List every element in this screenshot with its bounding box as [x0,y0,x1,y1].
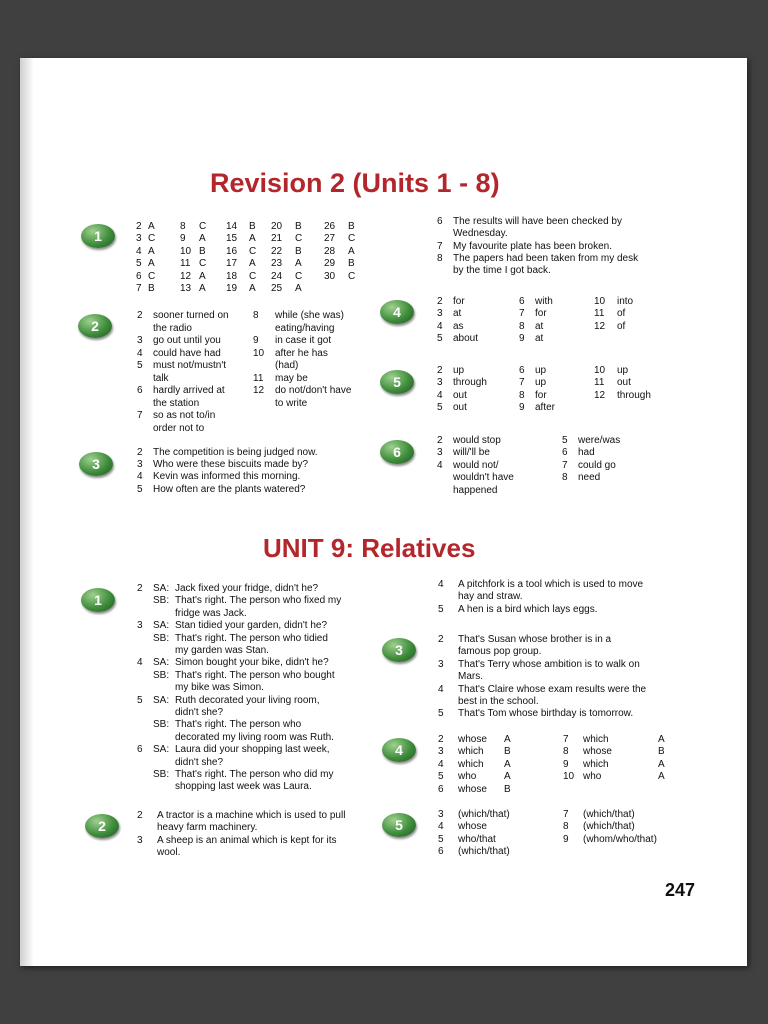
rev-ex1-cell: A [249,233,256,245]
rev-ex1-cell: 15 [226,233,238,245]
u9-ex4-cell: A [658,758,665,770]
rev-ex4-cell: 11 [594,308,605,320]
rev-ex2b-cell: My favourite plate has been broken. [453,240,612,252]
rev-ex1-cell: 27 [324,233,336,245]
rev-ex4-cell: for [453,296,465,307]
rev-ex2-cell: talk [153,372,169,384]
rev-ex6-cell: could go [578,459,616,471]
u9-ex1-cell: SA: [153,657,170,669]
rev-ex4-cell: at [453,308,462,320]
u9-ex3-cell: 4 [438,683,444,695]
exercise-badge-3: 3 [79,452,113,476]
rev-ex3-cell: How often are the plants watered? [153,483,306,495]
rev-ex1-cell: C [249,245,257,257]
u9-ex4-cell: which [458,758,484,770]
u9-ex1-cell: didn't she? [175,756,224,768]
rev-ex1-cell: 12 [180,270,192,282]
rev-ex2-cell: in case it got [275,335,332,346]
u9-ex2b-cell: A pitchfork is a tool which is used to move [458,579,644,590]
rev-ex2-cell: 6 [137,385,143,396]
exercise-badge-2: 2 [78,314,112,338]
rev-ex4-cell: 5 [437,333,443,345]
rev-ex1-cell: A [295,283,302,294]
u9-ex4-cell: whose [458,734,487,745]
rev-ex1-cell: 3 [136,233,142,245]
rev-ex1-cell: 23 [271,258,283,270]
rev-ex1-cell: 28 [324,245,336,257]
rev-ex2-cell: 5 [137,360,143,371]
u9-ex1-cell: my garden was Stan. [175,645,269,656]
unit9-badge-4: 4 [382,738,416,762]
rev-ex1-cell: B [148,283,155,294]
rev-ex4-cell: at [535,333,544,345]
rev-ex2-cell: while (she was) [275,310,344,321]
u9-ex2b-cell: A hen is a bird which lays eggs. [458,603,598,615]
u9-ex5-cell: (which/that) [458,846,510,858]
u9-ex4-cell: 4 [438,758,444,770]
u9-ex5-cell: (which/that) [583,821,635,833]
rev-ex1-cell: 19 [226,283,238,294]
u9-ex1-cell: 5 [137,694,143,706]
u9-ex1-cell: didn't she? [175,707,224,718]
rev-ex5-cell: through [453,377,487,389]
u9-ex2-cell: heavy farm machinery. [157,822,258,834]
rev-ex6-cell: will/'ll be [453,447,490,459]
unit9-badge-5: 5 [382,813,416,837]
rev-ex1-cell: C [148,233,156,245]
u9-ex2-cell: 2 [137,810,143,821]
rev-ex2-cell: must not/mustn't [153,360,227,371]
rev-ex1-cell: 8 [180,221,186,232]
u9-ex2b-cell: hay and straw. [458,591,523,603]
u9-ex2-cell: 3 [137,834,143,846]
rev-ex4-cell: 4 [437,320,443,332]
u9-ex5-cell: 6 [438,846,444,858]
textbook-page [20,58,747,966]
u9-ex1-cell: SA: [153,694,170,706]
rev-ex5-cell: out [453,402,467,414]
u9-ex4-cell: which [458,746,484,758]
u9-ex2-cell: A tractor is a machine which is used to pull [157,810,346,821]
rev-ex5-cell: through [617,389,651,401]
u9-ex3-cell: That's Tom whose birthday is tomorrow. [458,708,634,720]
u9-ex5-cell: whose [458,821,487,833]
rev-ex5-cell: after [535,402,556,414]
u9-ex5-cell: (which/that) [458,809,510,820]
u9-ex5-cell: (which/that) [583,809,635,820]
rev-ex3-cell: The competition is being judged now. [153,447,318,458]
rev-ex2-cell: the radio [153,322,192,334]
rev-ex2b-cell: The papers had been taken from my desk [453,252,639,264]
u9-ex4-cell: 8 [563,746,569,758]
u9-ex4-cell: whose [583,746,612,758]
rev-ex5-cell: 4 [437,389,443,401]
u9-ex1-cell: SB: [153,632,170,644]
rev-ex1-cell: 4 [136,245,142,257]
rev-ex3-cell: 3 [137,459,143,471]
rev-ex5-cell: 8 [519,389,525,401]
u9-ex1-cell: Simon bought your bike, didn't he? [175,657,329,669]
rev-ex5-cell: 9 [519,402,525,414]
rev-ex5-cell: up [535,365,547,376]
rev-ex2b-cell: 6 [437,216,443,227]
rev-ex1-cell: 2 [136,221,142,232]
rev-ex6-cell: 2 [437,435,443,446]
rev-ex1-cell: A [199,283,206,294]
rev-ex1-cell: B [199,245,206,257]
rev-ex2b-cell: 7 [437,240,443,252]
rev-ex1-cell: B [249,221,256,232]
u9-ex1-cell: my bike was Simon. [175,682,264,694]
rev-ex2-cell: eating/having [275,322,335,334]
rev-ex2-cell: 11 [253,372,264,384]
rev-ex1-cell: C [199,221,207,232]
rev-ex1-cell: 7 [136,283,142,294]
rev-ex4-cell: at [535,320,544,332]
rev-ex1-cell: C [295,233,303,245]
u9-ex1-cell: That's right. The person who did my [175,769,334,780]
rev-ex1-cell: 20 [271,221,283,232]
rev-ex1-cell: 14 [226,221,238,232]
rev-ex6-cell: 5 [562,435,568,446]
u9-ex1-cell: That's right. The person who bought [175,669,335,681]
rev-ex1-cell: 16 [226,245,238,257]
rev-ex5-cell: 6 [519,365,525,376]
u9-ex3-cell: That's Terry whose ambition is to walk on [458,658,640,670]
rev-ex3-cell: Kevin was informed this morning. [153,471,301,483]
rev-ex4-cell: 7 [519,308,525,320]
rev-ex6-cell: 3 [437,447,443,459]
rev-ex2-cell: 3 [137,335,143,346]
u9-ex4-cell: which [583,734,609,745]
rev-ex5-cell: up [617,365,629,376]
rev-ex1-cell: 11 [180,258,191,270]
rev-ex2-cell: 12 [253,385,265,396]
rev-ex4-cell: about [453,333,479,345]
rev-ex4-cell: with [535,296,553,307]
exercise-badge-5: 5 [380,370,414,394]
u9-ex1-cell: That's right. The person who tidied [175,632,328,644]
rev-ex1-cell: 9 [180,233,186,245]
rev-ex5-cell: 7 [519,377,525,389]
u9-ex1-cell: 4 [137,657,143,669]
u9-ex4-cell: who [583,771,602,783]
exercise-badge-1: 1 [81,224,115,248]
rev-ex2-cell: (had) [275,360,299,371]
u9-ex4-cell: 6 [438,783,444,795]
rev-ex1-cell: 6 [136,270,142,282]
u9-ex4-cell: 10 [563,771,575,783]
u9-ex3-cell: 2 [438,634,444,645]
u9-ex4-cell: 9 [563,758,569,770]
rev-ex1-cell: C [249,270,257,282]
exercise-badge-4: 4 [380,300,414,324]
rev-ex1-cell: 22 [271,245,283,257]
u9-ex1-cell: SB: [153,669,170,681]
u9-ex1-cell: SB: [153,719,170,731]
rev-ex4-cell: 2 [437,296,443,307]
rev-ex2b-cell: 8 [437,252,443,264]
rev-ex4-cell: 3 [437,308,443,320]
u9-ex1-cell: That's right. The person who [175,719,302,731]
u9-ex1-cell: That's right. The person who fixed my [175,595,342,607]
rev-ex2-cell: 4 [137,347,143,359]
rev-ex5-cell: up [453,365,465,376]
rev-ex4-cell: of [617,308,626,320]
rev-ex6-cell: were/was [578,435,621,446]
rev-ex6-cell: 7 [562,459,568,471]
rev-ex6-cell: 8 [562,472,568,484]
rev-ex1-cell: A [199,233,206,245]
u9-ex5-cell: 7 [563,809,569,820]
u9-ex4-cell: 7 [563,734,569,745]
u9-ex1-cell: 2 [137,583,143,594]
rev-ex1-cell: A [148,221,155,232]
rev-ex2-cell: could have had [153,347,221,359]
rev-ex1-cell: B [348,221,355,232]
rev-ex1-cell: C [148,270,156,282]
rev-ex4-cell: 6 [519,296,525,307]
rev-ex2-cell: to write [275,397,308,409]
rev-ex6-cell: 4 [437,459,443,471]
rev-ex2b-cell: by the time I got back. [453,265,551,277]
rev-ex5-cell: out [617,377,631,389]
rev-ex1-cell: B [295,221,302,232]
rev-ex6-cell: need [578,472,601,484]
u9-ex4-cell: A [658,771,665,783]
u9-ex1-cell: SA: [153,620,170,632]
u9-ex2b-cell: 4 [438,579,444,590]
rev-ex1-cell: A [199,270,206,282]
u9-ex1-cell: shopping last week was Laura. [175,781,312,793]
u9-ex1-cell: 3 [137,620,143,632]
rev-ex1-cell: C [295,270,303,282]
u9-ex3-cell: That's Susan whose brother is in a [458,634,612,645]
revision-title: Revision 2 (Units 1 - 8) [210,168,500,198]
unit9-badge-3: 3 [382,638,416,662]
u9-ex1-cell: SA: [153,744,170,756]
rev-ex2-cell: do not/don't have [275,385,352,396]
rev-ex1-cell: B [348,258,355,270]
rev-ex2b-cell: The results will have been checked by [453,216,622,227]
rev-ex3-cell: Who were these biscuits made by? [153,459,309,471]
rev-ex5-cell: 11 [594,377,605,389]
rev-ex6-cell: happened [453,484,498,496]
u9-ex3-cell: famous pop group. [458,646,542,658]
rev-ex1-cell: 24 [271,270,283,282]
rev-ex6-cell: would not/ [453,459,499,471]
u9-ex1-cell: Stan tidied your garden, didn't he? [175,620,328,632]
u9-ex5-cell: 4 [438,821,444,833]
rev-ex5-cell: 3 [437,377,443,389]
rev-ex4-cell: 9 [519,333,525,345]
unit9-badge-2: 2 [85,814,119,838]
rev-ex4-cell: into [617,296,634,307]
u9-ex1-cell: Laura did your shopping last week, [175,744,330,756]
u9-ex1-cell: decorated my living room was Ruth. [175,731,334,743]
u9-ex3-cell: Mars. [458,671,483,683]
rev-ex2-cell: the station [153,397,200,409]
rev-ex2-cell: sooner turned on [153,310,229,321]
rev-ex2b-cell: Wednesday. [453,228,508,240]
u9-ex4-cell: whose [458,783,487,795]
rev-ex3-cell: 2 [137,447,143,458]
rev-ex1-cell: A [295,258,302,270]
rev-ex1-cell: 21 [271,233,283,245]
rev-ex2-cell: hardly arrived at [153,385,225,396]
rev-ex3-cell: 5 [137,483,143,495]
rev-ex3-cell: 4 [137,471,143,483]
rev-ex5-cell: 10 [594,365,606,376]
rev-ex1-cell: 17 [226,258,238,270]
rev-ex2-cell: 10 [253,347,265,359]
rev-ex1-cell: C [199,258,207,270]
u9-ex5-cell: 9 [563,833,569,845]
u9-ex4-cell: 2 [438,734,444,745]
u9-ex1-cell: Ruth decorated your living room, [175,694,320,706]
u9-ex1-cell: SB: [153,595,170,607]
u9-ex3-cell: That's Claire whose exam results were the [458,683,647,695]
rev-ex1-cell: 13 [180,283,192,294]
u9-ex5-cell: 3 [438,809,444,820]
u9-ex2b-cell: 5 [438,603,444,615]
u9-ex1-cell: fridge was Jack. [175,607,247,619]
rev-ex2-cell: 8 [253,310,259,321]
rev-ex5-cell: for [535,389,547,401]
rev-ex1-cell: 26 [324,221,336,232]
rev-ex6-cell: would stop [453,435,501,446]
rev-ex1-cell: 29 [324,258,336,270]
rev-ex1-cell: 30 [324,270,336,282]
u9-ex4-cell: A [658,734,665,745]
u9-ex5-cell: 8 [563,821,569,833]
rev-ex1-cell: 5 [136,258,142,270]
u9-ex5-cell: who/that [458,833,496,845]
u9-ex1-cell: Jack fixed your fridge, didn't he? [175,583,319,594]
u9-ex5-cell: 5 [438,833,444,845]
u9-ex1-cell: 6 [137,744,143,756]
rev-ex4-cell: 8 [519,320,525,332]
rev-ex2-cell: 9 [253,335,259,346]
rev-ex1-cell: C [348,270,356,282]
rev-ex1-cell: A [348,245,355,257]
rev-ex1-cell: B [295,245,302,257]
u9-ex2-cell: A sheep is an animal which is kept for its [157,834,337,846]
rev-ex4-cell: for [535,308,547,320]
u9-ex3-cell: best in the school. [458,696,539,707]
rev-ex4-cell: 10 [594,296,606,307]
u9-ex2-cell: wool. [157,847,181,859]
rev-ex2-cell: so as not to/in [153,410,216,421]
rev-ex5-cell: 12 [594,389,606,401]
u9-ex1-cell: SA: [153,583,170,594]
u9-ex4-cell: 3 [438,746,444,758]
rev-ex2-cell: after he has [275,347,328,359]
u9-ex1-cell: SB: [153,769,170,780]
exercise-badge-6: 6 [380,440,414,464]
page-number: 247 [664,880,695,900]
u9-ex4-cell: A [504,758,511,770]
rev-ex4-cell: as [453,320,464,332]
u9-ex3-cell: 5 [438,708,444,720]
u9-ex5-cell: (whom/who/that) [583,833,657,845]
u9-ex4-cell: who [458,771,477,783]
unit9-badge-1: 1 [81,588,115,612]
rev-ex2-cell: 7 [137,410,143,421]
u9-ex4-cell: 5 [438,771,444,783]
rev-ex1-cell: A [249,283,256,294]
unit9-title: UNIT 9: Relatives [263,533,476,563]
u9-ex4-cell: A [504,771,511,783]
rev-ex1-cell: 18 [226,270,238,282]
u9-ex4-cell: A [504,734,511,745]
rev-ex2-cell: 2 [137,310,143,321]
rev-ex6-cell: 6 [562,447,568,459]
u9-ex4-cell: B [504,783,511,795]
u9-ex4-cell: B [658,746,665,758]
rev-ex2-cell: go out until you [153,335,221,346]
rev-ex5-cell: 2 [437,365,443,376]
rev-ex1-cell: C [348,233,356,245]
rev-ex6-cell: had [578,447,595,459]
rev-ex1-cell: A [249,258,256,270]
rev-ex2-cell: may be [275,372,308,384]
rev-ex2-cell: order not to [153,422,205,434]
rev-ex1-cell: A [148,258,155,270]
rev-ex5-cell: 5 [437,402,443,414]
u9-ex4-cell: which [583,758,609,770]
rev-ex4-cell: of [617,320,626,332]
rev-ex5-cell: out [453,389,467,401]
rev-ex4-cell: 12 [594,320,606,332]
u9-ex3-cell: 3 [438,658,444,670]
rev-ex5-cell: up [535,377,547,389]
rev-ex1-cell: A [148,245,155,257]
rev-ex1-cell: 10 [180,245,192,257]
rev-ex1-cell: 25 [271,283,283,294]
rev-ex6-cell: wouldn't have [453,472,514,484]
u9-ex4-cell: B [504,746,511,758]
